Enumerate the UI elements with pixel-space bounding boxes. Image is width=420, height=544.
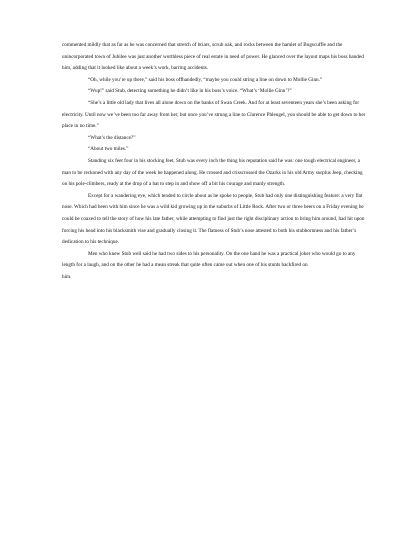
paragraph-10: him. <box>62 273 72 280</box>
paragraph-2: “Oh, while you’re up there,” said his boss offhandedly, “maybe you could string a line on down to Mollie Ginn.” <box>88 76 323 83</box>
paragraph-3: “Wup!” said Stub, detecting something he didn’t like in his boss’s voice. “What’s ‘Mollie Ginn’?” <box>88 88 292 95</box>
paragraph-7: Standing six feet four in his stocking feet, Stub was every inch the thing his reputation said he was: one tough electrical engineer, a man to be reckoned with any day of the week he happened along. He crossed and crisscrossed the Ozarks in his old Army surplus Jeep, checking on his pole-climbers, ready at the drop of a hat to step in and show off a bit his courage and manly strength. <box>62 157 363 188</box>
paragraph-4: “She’s a little old lady that lives all alone down on the banks of Swan Creek. And for at least seventeen years she’s been asking for electricity. Until now we’ve been too far away from her, but once you’ve strung a line to Clarence Phleugel, you should be able to get down to her place in no time.” <box>62 99 366 130</box>
paragraph-9: Men who knew Stub well said he had two sides to his personality. On the one hand he was a practical joker who would go to any length for a laugh, and on the other he had a mean streak that quite often came out when one of his stunts backfired on <box>62 250 356 269</box>
paragraph-1: commented mildly that as far as he was concerned that stretch of briars, scrub oak, and rocks between the hamlet of Bugscuffle and the unincorporated town of Jubilee was just another worthless piece of real estate in need of power. He glanced over the layout maps his boss handed him, adding that it looked like about a week’s work, barring accidents. <box>62 42 364 72</box>
paragraph-8: Except for a wandering eye, which tended to circle about as he spoke to people, Stub had only one distinguishing feature: a very flat nose. Which had been with him since he was a wild kid growing up in the suburbs of Little Rock. After two or three beers on a Friday evening he could be coaxed to tell the story of how his late father, while attempting to find just the right disciplinary action to bring him around, had hit upon forcing his head into his blacksmith vise and gradually closing it. The flatness of Stub’s nose attested to both his stubbornness and his father’s dedication to his technique. <box>62 192 365 246</box>
paragraph-5: “What’s the distance?” <box>88 134 136 141</box>
paragraph-6: “About two miles.” <box>88 146 129 153</box>
